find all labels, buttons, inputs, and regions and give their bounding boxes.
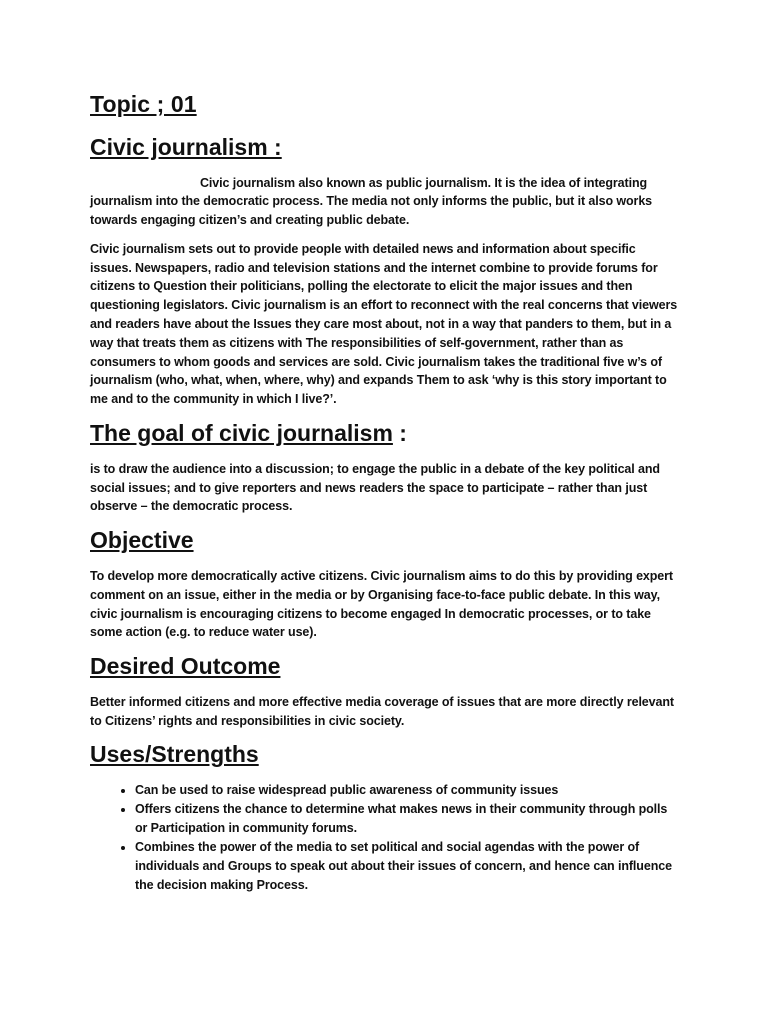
- document-content: [90, 90, 680, 895]
- uses-strengths-heading: [90, 740, 680, 769]
- list-item: • Combines the power of the media to set political and social agendas with the power of individuals and Groups to speak out about their issues of concern, and hence can influence the decision making Process.: [135, 838, 680, 895]
- goal-heading: [90, 419, 680, 448]
- topic-heading: Topic ; 01: [90, 91, 197, 117]
- objective-paragraph: To develop more democratically active citizens. Civic journalism aims to do this by providing expert comment on an issue, either in the media or by Organising face-to-face public debate. In this way, civic journalism is encouraging citizens to become engaged In democratic processes, or to take some action (e.g. to reduce water use).: [90, 568, 673, 640]
- desired-outcome-heading: [90, 652, 680, 681]
- goal-paragraph: is to draw the audience into a discussion; to engage the public in a debate of the key political and social issues; and to give reporters and news readers the space to participate – rather than just observe – the democratic process.: [90, 461, 660, 514]
- uses-strengths-heading-text: Uses/Strengths: [90, 741, 259, 768]
- civic-journalism-heading-text: Civic journalism :: [90, 133, 282, 160]
- objective-heading-text: Objective: [90, 527, 194, 554]
- list-item: • Offers citizens the chance to determine what makes news in their community through polls or Participation in community forums.: [135, 800, 680, 838]
- goal-heading-suffix: :: [392, 420, 407, 447]
- civic-paragraph-2: Civic journalism sets out to provide people with detailed news and information about specific issues. Newspapers, radio and television stations and the internet combine to provide forums for citizens to Question their politicians, polling the electorate to elicit the major issues and then questioning legislators. Civic journalism is an effort to reconnect with the real concerns that viewers and readers have about the Issues they care most about, not in a way that panders to them, but in a way that treats them as citizens with The responsibilities of self-government, rather than as consumers to whom goods and services are sold. Civic journalism takes the traditional five w’s of journalism (who, what, when, where, why) and expands Them to ask ‘why is this story important to me and to the community in which I live?’.: [90, 241, 678, 407]
- goal-heading-text: The goal of civic journalism: [90, 420, 393, 447]
- desired-outcome-paragraph: Better informed citizens and more effective media coverage of issues that are more directly relevant to Citizens’ rights and responsibilities in civic society.: [90, 694, 674, 728]
- civic-paragraph-1-first-line: Civic journalism also known as public journalism. It is the idea of integrating: [200, 175, 648, 190]
- objective-heading: [90, 526, 680, 555]
- list-item: • Can be used to raise widespread public awareness of community issues: [135, 781, 680, 800]
- desired-outcome-heading-text: Desired Outcome: [90, 653, 281, 680]
- uses-strengths-list: [90, 781, 680, 895]
- civic-paragraph-1: [90, 174, 680, 230]
- civic-paragraph-1-rest: journalism into the democratic process. The media not only informs the public, but it also works towards engaging citizen’s and creating public debate.: [90, 194, 653, 228]
- civic-journalism-heading: [90, 133, 680, 162]
